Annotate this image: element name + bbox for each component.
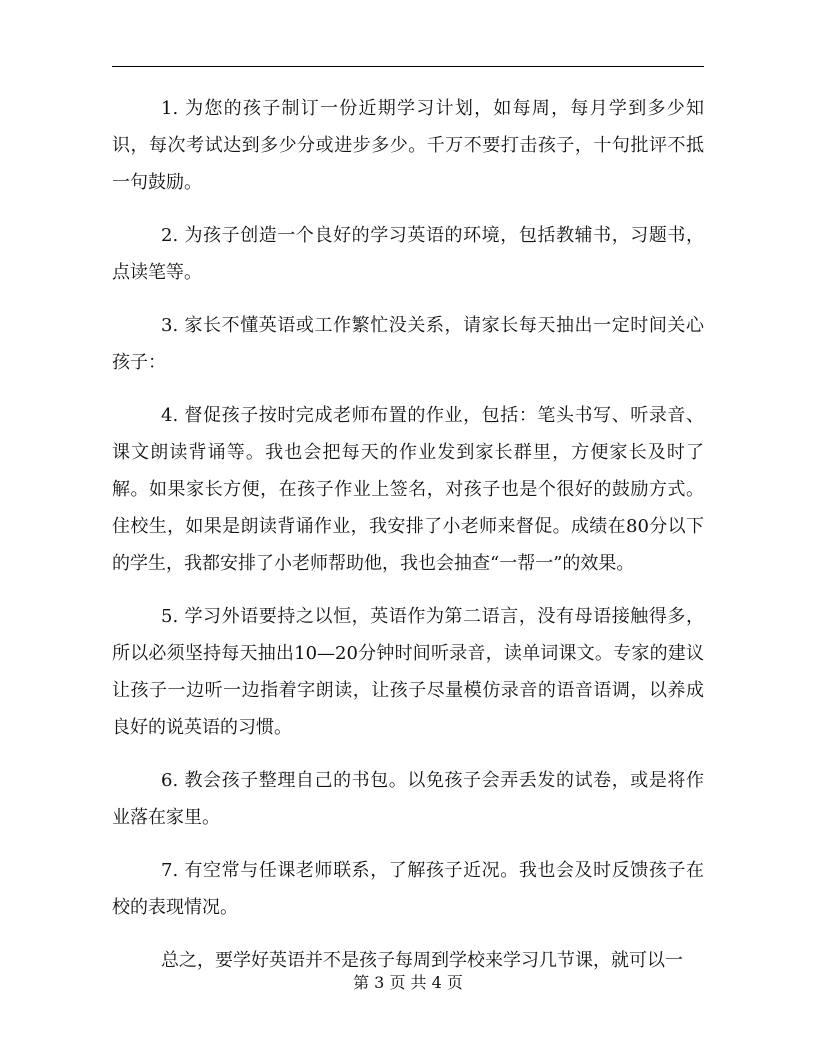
paragraph-2: 2. 为孩子创造一个良好的学习英语的环境，包括教辅书，习题书，点读笔等。 xyxy=(112,225,704,283)
paragraph-6: 6. 教会孩子整理自己的书包。以免孩子会弄丢发的试卷，或是将作业落在家里。 xyxy=(112,770,704,828)
paragraph-5: 5. 学习外语要持之以恒，英语作为第二语言，没有母语接触得多，所以必须坚持每天抽出10—20分钟时间听录音，读单词课文。专家的建议让孩子一边听一边指着字朗读，让孩子尽量模仿录音的语音语调，以养成良好的说英语的习惯。 xyxy=(112,606,704,738)
document-body xyxy=(112,90,704,995)
paragraph-4: 4. 督促孩子按时完成老师布置的作业，包括：笔头书写、听录音、课文朗读背诵等。我也会把每天的作业发到家长群里，方便家长及时了解。如果家长方便，在孩子作业上签名，对孩子也是个很好的鼓励方式。住校生，如果是朗读背诵作业，我安排了小老师来督促。成绩在80分以下的学生，我都安排了小老师帮助他，我也会抽查“一帮一”的效果。 xyxy=(112,405,704,574)
header-rule xyxy=(112,66,704,67)
paragraph-summary: 总之，要学好英语并不是孩子每周到学校来学习几节课，就可以一 xyxy=(161,950,683,971)
paragraph-7: 7. 有空常与任课老师联系，了解孩子近况。我也会及时反馈孩子在校的表现情况。 xyxy=(112,860,704,918)
paragraph-1: 1. 为您的孩子制订一份近期学习计划，如每周，每月学到多少知识，每次考试达到多少分或进步多少。千万不要打击孩子，十句批评不抵一句鼓励。 xyxy=(112,98,704,193)
page-number-footer: 第 3 页 共 4 页 xyxy=(353,973,463,992)
paragraph-3: 3. 家长不懂英语或工作繁忙没关系，请家长每天抽出一定时间关心孩子： xyxy=(112,315,704,373)
